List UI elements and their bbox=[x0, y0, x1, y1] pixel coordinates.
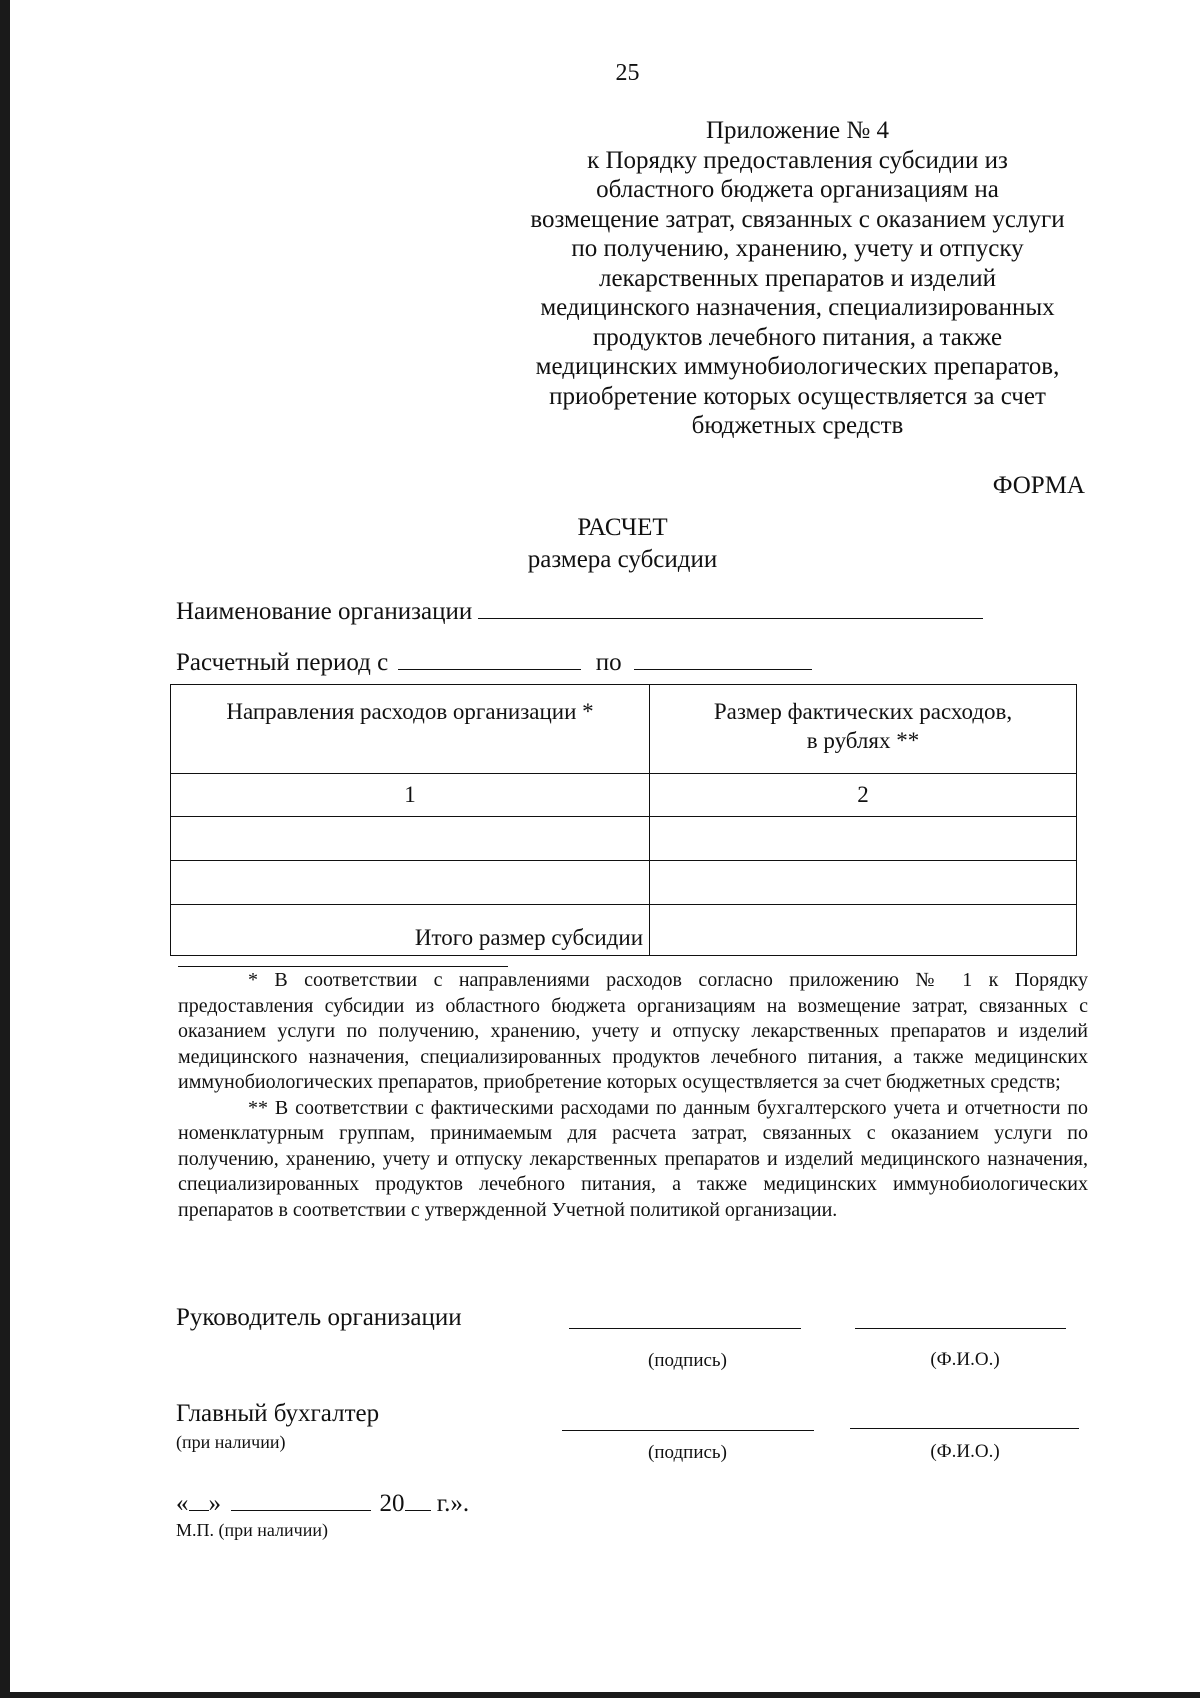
date-year-blank[interactable] bbox=[405, 1488, 431, 1511]
column-number: 2 bbox=[650, 774, 1077, 817]
table-column-numbers-row bbox=[171, 774, 1077, 817]
period-field bbox=[176, 645, 812, 677]
appendix-line: к Порядку предоставления субсидии из bbox=[587, 146, 1008, 174]
accountant-signature-line[interactable] bbox=[562, 1430, 814, 1431]
period-to-label: по bbox=[595, 649, 622, 676]
accountant-label: Главный бухгалтер bbox=[176, 1400, 380, 1427]
date-year-prefix: 20 bbox=[379, 1490, 405, 1517]
head-label: Руководитель организации bbox=[176, 1304, 462, 1331]
table-cell[interactable] bbox=[171, 817, 650, 861]
date-day-blank[interactable] bbox=[189, 1488, 209, 1511]
date-year-suffix: г.». bbox=[430, 1490, 470, 1517]
date-field bbox=[176, 1488, 469, 1518]
column-number: 1 bbox=[171, 774, 650, 817]
table-row bbox=[171, 817, 1077, 861]
head-name-caption: (Ф.И.О.) bbox=[930, 1349, 1000, 1370]
scan-border-left bbox=[0, 0, 10, 1698]
appendix-line: областного бюджета организациям на bbox=[596, 176, 999, 203]
appendix-line: Приложение № 4 bbox=[705, 117, 890, 144]
footnote-2: ** В соответствии с фактическими расходами по данным бухгалтерского учета и отчетности по номенклатурным группам, принимаемым для расчета затрат, связанных с оказанием услуги по получению, хранению, учету и отпуску лекарственных препаратов и изделий медицинского назначения, специализированных продуктов лечебного питания, а также медицинских иммунобиологических препаратов в соответствии с утвержденной Учетной политикой организации. bbox=[178, 1096, 1088, 1221]
document-title bbox=[420, 512, 825, 576]
total-label-cell: Итого размер субсидии bbox=[171, 905, 650, 956]
header-cell-expense-directions: Направления расходов организации * bbox=[171, 685, 650, 774]
date-open-quote: « bbox=[176, 1490, 189, 1517]
period-to-blank[interactable] bbox=[634, 645, 812, 670]
accountant-sign-caption: (подпись) bbox=[648, 1442, 727, 1463]
total-value-cell[interactable] bbox=[650, 905, 1077, 956]
form-label: ФОРМА bbox=[992, 472, 1085, 499]
page-number: 25 bbox=[615, 60, 640, 86]
table-cell[interactable] bbox=[171, 861, 650, 905]
scan-border-bottom bbox=[0, 1692, 1200, 1698]
footnote-separator bbox=[178, 966, 508, 967]
appendix-line: приобретение которых осуществляется за счет bbox=[549, 382, 1046, 410]
table-cell[interactable] bbox=[650, 817, 1077, 861]
org-name-label: Наименование организации bbox=[176, 598, 473, 625]
table-header-row bbox=[171, 685, 1077, 774]
footnotes bbox=[178, 968, 1088, 1223]
title-line-1: РАСЧЕТ bbox=[577, 514, 668, 541]
head-signature-line[interactable] bbox=[569, 1328, 801, 1329]
table-total-row bbox=[171, 905, 1077, 956]
table-cell[interactable] bbox=[650, 861, 1077, 905]
org-name-blank[interactable] bbox=[478, 594, 983, 619]
table-row bbox=[171, 861, 1077, 905]
title-line-2: размера субсидии bbox=[527, 546, 718, 573]
accountant-name-line[interactable] bbox=[850, 1428, 1079, 1429]
appendix-line: по получению, хранению, учету и отпуску bbox=[571, 235, 1024, 262]
org-name-field bbox=[176, 594, 983, 626]
appendix-line: лекарственных препаратов и изделий bbox=[598, 264, 997, 292]
date-month-blank[interactable] bbox=[231, 1488, 371, 1511]
head-sign-caption: (подпись) bbox=[648, 1350, 727, 1371]
header-cell-actual-expenses: Размер фактических расходов, в рублях ** bbox=[650, 685, 1077, 774]
date-close-quote: » bbox=[208, 1490, 221, 1517]
appendix-line: бюджетных средств bbox=[691, 412, 904, 439]
accountant-name-caption: (Ф.И.О.) bbox=[930, 1441, 1000, 1462]
appendix-line: медицинского назначения, специализированных bbox=[540, 294, 1055, 321]
appendix-line: продуктов лечебного питания, а также bbox=[592, 323, 1003, 351]
footnote-1: * В соответствии с направлениями расходов согласно приложению № 1 к Порядку предоставления субсидии из областного бюджета организациям на возмещение затрат, связанных с оказанием услуги по получению, хранению, учету и отпуску лекарственных препаратов и изделий медицинского назначения, специализированных продуктов лечебного питания, а также медицинских иммунобиологических препаратов, приобретение которых осуществляется за счет бюджетных средств; bbox=[178, 969, 1088, 1093]
appendix-line: возмещение затрат, связанных с оказанием услуги bbox=[530, 205, 1065, 233]
period-from-blank[interactable] bbox=[398, 645, 581, 670]
accountant-sub: (при наличии) bbox=[176, 1432, 286, 1452]
appendix-line: медицинских иммунобиологических препаратов, bbox=[535, 353, 1060, 380]
stamp-note: М.П. (при наличии) bbox=[176, 1520, 328, 1540]
appendix-header bbox=[515, 116, 1080, 441]
period-label: Расчетный период с bbox=[176, 649, 389, 676]
calculation-table bbox=[170, 684, 1077, 956]
head-name-line[interactable] bbox=[855, 1328, 1066, 1329]
